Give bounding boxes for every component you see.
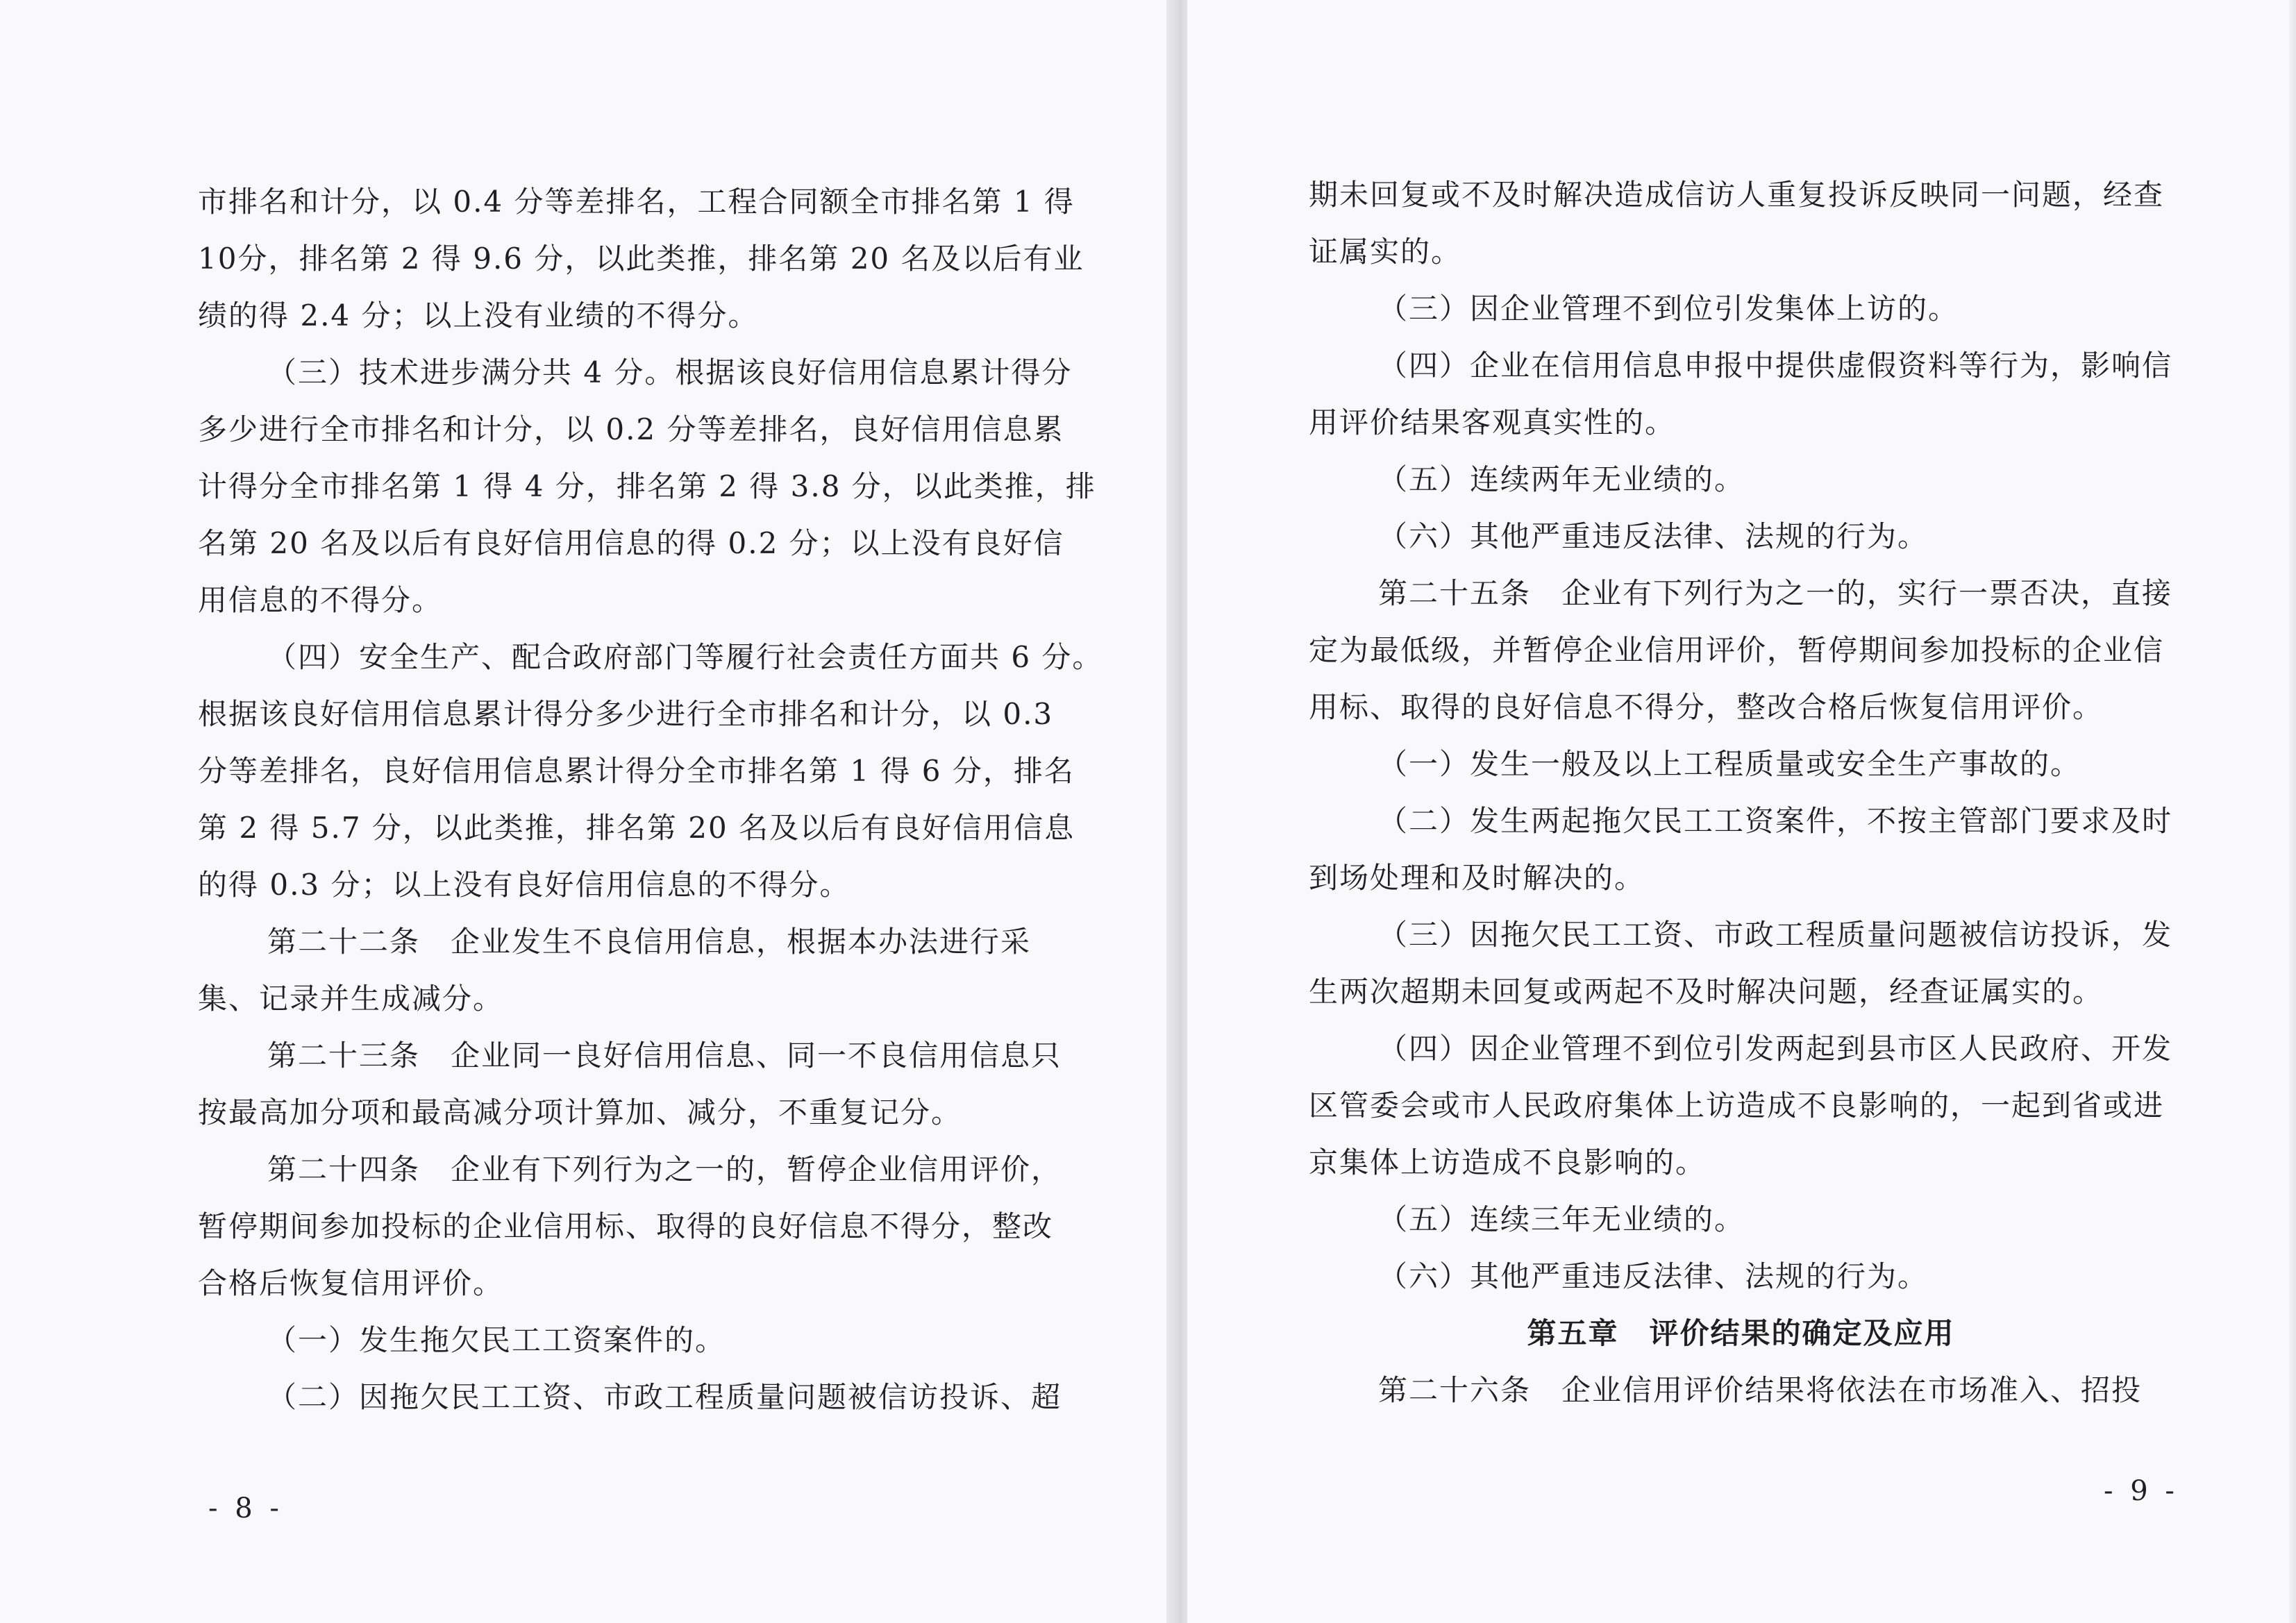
left-page-body (198, 174, 1103, 1426)
text-line: 期未回复或不及时解决造成信访人重复投诉反映同一问题，经查 (1309, 178, 2165, 212)
text-line: 区管委会或市人民政府集体上访造成不良影响的，一起到省或进 (1309, 1088, 2165, 1122)
text-line: （二）发生两起拖欠民工工资案件，不按主管部门要求及时 (1378, 804, 2173, 838)
text-line: （二）因拖欠民工工资、市政工程质量问题被信访投诉、超 (267, 1380, 1062, 1414)
text-line: 集、记录并生成减分。 (198, 982, 504, 1016)
text-line: 按最高加分项和最高减分项计算加、减分，不重复记分。 (198, 1095, 962, 1129)
text-line: （四）安全生产、配合政府部门等履行社会责任方面共 6 分。 (267, 640, 1103, 674)
page-number: - 9 - (2104, 1475, 2179, 1507)
text-line: 根据该良好信用信息累计得分多少进行全市排名和计分，以 0.3 (198, 697, 1054, 731)
text-line: 计得分全市排名第 1 得 4 分，排名第 2 得 3.8 分，以此类推，排 (198, 469, 1096, 503)
text-line: （五）连续两年无业绩的。 (1378, 462, 1745, 496)
text-line: （五）连续三年无业绩的。 (1378, 1202, 1745, 1236)
text-line: 用标、取得的良好信息不得分，整改合格后恢复信用评价。 (1309, 690, 2104, 724)
text-line: 定为最低级，并暂停企业信用评价，暂停期间参加投标的企业信 (1309, 633, 2165, 667)
text-line: （四）企业在信用信息申报中提供虚假资料等行为，影响信 (1378, 348, 2173, 382)
text-line: （三）因企业管理不到位引发集体上访的。 (1378, 292, 1959, 326)
text-line: 分等差排名，良好信用信息累计得分全市排名第 1 得 6 分，排名 (198, 754, 1075, 788)
right-page-body (1309, 167, 2173, 1419)
text-line: 绩的得 2.4 分；以上没有业绩的不得分。 (198, 298, 759, 333)
text-line: （一）发生一般及以上工程质量或安全生产事故的。 (1378, 747, 2081, 781)
chapter-heading: 第五章 评价结果的确定及应用 (1527, 1316, 1955, 1350)
right-page (1187, 0, 2296, 1623)
text-line: （六）其他严重违反法律、法规的行为。 (1378, 1259, 1929, 1293)
text-line: （六）其他严重违反法律、法规的行为。 (1378, 519, 1929, 553)
article-line: 第二十五条 企业有下列行为之一的，实行一票否决，直接 (1378, 576, 2173, 610)
text-line: （三）技术进步满分共 4 分。根据该良好信用信息累计得分 (267, 355, 1073, 389)
text-line: 合格后恢复信用评价。 (198, 1266, 504, 1300)
text-line: （四）因企业管理不到位引发两起到县市区人民政府、开发 (1378, 1032, 2173, 1066)
page-number: - 8 - (208, 1492, 283, 1524)
text-line: （三）因拖欠民工工资、市政工程质量问题被信访投诉，发 (1378, 918, 2173, 952)
article-line: 第二十二条 企业发生不良信用信息，根据本办法进行采 (267, 925, 1032, 959)
article-line: 第二十三条 企业同一良好信用信息、同一不良信用信息只 (267, 1038, 1062, 1073)
text-line: 10分，排名第 2 得 9.6 分，以此类推，排名第 20 名及以后有业 (198, 242, 1084, 276)
article-line: 第二十六条 企业信用评价结果将依法在市场准入、招投 (1378, 1373, 2143, 1407)
text-line: 暂停期间参加投标的企业信用标、取得的良好信息不得分，整改 (198, 1209, 1054, 1243)
text-line: 多少进行全市排名和计分，以 0.2 分等差排名，良好信用信息累 (198, 412, 1064, 446)
text-line: 名第 20 名及以后有良好信用信息的得 0.2 分；以上没有良好信 (198, 526, 1064, 560)
article-line: 第二十四条 企业有下列行为之一的，暂停企业信用评价， (267, 1152, 1062, 1186)
text-line: 用评价结果客观真实性的。 (1309, 405, 1676, 439)
text-line: 第 2 得 5.7 分，以此类推，排名第 20 名及以后有良好信用信息 (198, 811, 1075, 845)
text-line: 用信息的不得分。 (198, 583, 443, 617)
text-line: 证属实的。 (1309, 235, 1462, 269)
page-edge (2289, 0, 2296, 1623)
text-line: 到场处理和及时解决的。 (1309, 861, 1645, 895)
text-line: 市排名和计分，以 0.4 分等差排名，工程合同额全市排名第 1 得 (198, 185, 1075, 219)
text-line: （一）发生拖欠民工工资案件的。 (267, 1323, 726, 1357)
text-line: 的得 0.3 分；以上没有良好信用信息的不得分。 (198, 868, 850, 902)
text-line: 京集体上访造成不良影响的。 (1309, 1145, 1707, 1179)
text-line: 生两次超期未回复或两起不及时解决问题，经查证属实的。 (1309, 975, 2104, 1009)
